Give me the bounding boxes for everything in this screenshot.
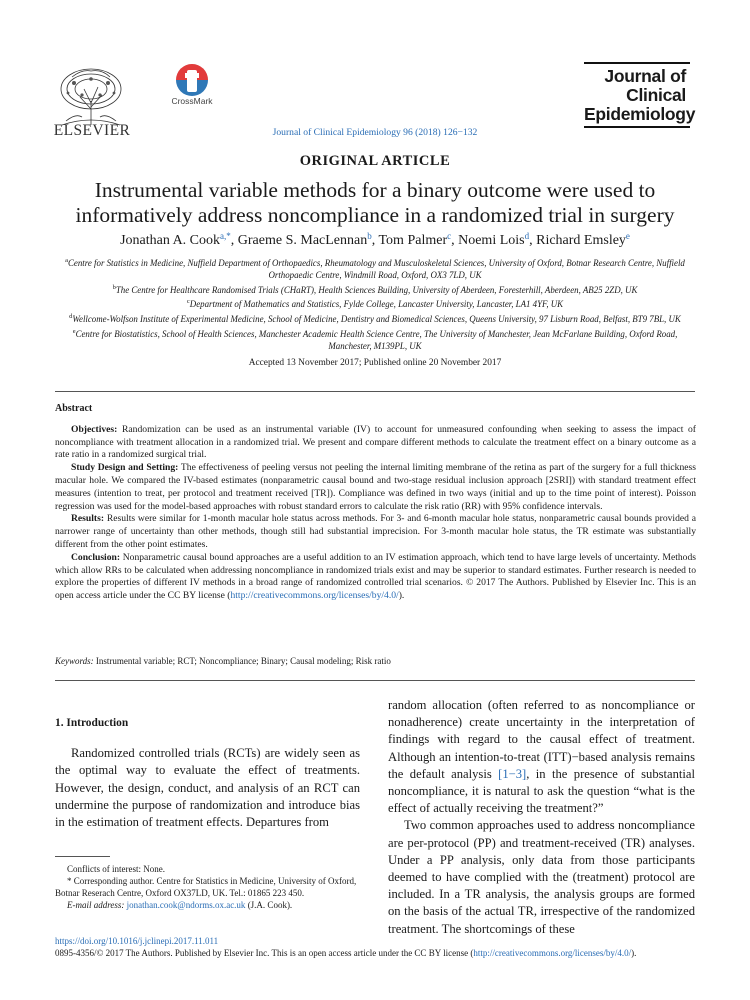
footer-license-link[interactable]: http://creativecommons.org/licenses/by/4.0/	[473, 948, 632, 958]
journal-title-line: Epidemiology	[584, 104, 696, 124]
affiliation: $^e$Centre for Biostatistics, School of Health Sciences, Manchester Academic Health Science Centre, The University of Manchester, Jean McFarlane Building, Oxford Road, Manchester, M139PL, UK	[72, 327, 678, 351]
body-left-column	[55, 715, 360, 831]
page-footer	[55, 935, 696, 959]
article-title-line: Instrumental variable methods for a binary outcome were used to	[94, 178, 656, 202]
publisher-name: ELSEVIER	[53, 122, 131, 139]
author-affiliation-link[interactable]: d	[524, 231, 530, 241]
email-link[interactable]: jonathan.cook@ndorms.ox.ac.uk	[126, 900, 246, 910]
body-paragraph: random allocation (often referred to as noncompliance or nonadherence) create uncertainty in the interpretation of findings with regard to the causal effect of treatment. Although an intention-to-treat (ITT)−based analysis remains the default analysis [1−3], in the presence of substantial noncompliance, it is natural to ask the question “what is the effect of actually receiving the treatment?”	[388, 698, 695, 816]
divider	[55, 680, 695, 681]
reference-link[interactable]: [1−3]	[498, 766, 527, 781]
journal-title-line: Clinical	[626, 85, 686, 105]
journal-title-line: Journal of	[604, 66, 686, 86]
abstract-heading: Abstract	[55, 403, 93, 414]
accepted-date: Accepted 13 November 2017; Published online 20 November 2017	[248, 358, 502, 368]
footer-copyright: 0895-4356/© 2017 The Authors. Published by Elsevier Inc. This is an open access article under the CC BY license (http://creativecommons.org/licenses/by/4.0/).	[55, 948, 637, 958]
crossmark-label: CrossMark	[171, 96, 213, 106]
affiliations	[55, 255, 695, 352]
author-name: Jonathan A. Cook	[120, 233, 221, 248]
affiliation: $^a$Centre for Statistics in Medicine, Nuffield Department of Orthopaedics, Rheumatology and Musculoskeletal Sciences, University of Oxford, Botnar Research Centre, Nuffield Orthopaedic Centre, Windmill Road, Oxford, OX3 7LD, UK	[65, 257, 685, 280]
author-name: Tom Palmer	[378, 233, 448, 248]
journal-title	[584, 62, 696, 128]
article-title-line: informatively address noncompliance in a randomized trial in surgery	[75, 203, 675, 227]
author-affiliation-link[interactable]: a,*	[220, 231, 231, 241]
abstract-results: Results: Results were similar for 1-month macular hole status across methods. For 3- and 6-month macular hole status, nonparametric causal bounds provided a narrower range of uncertainty than other methods, though still had substantial imprecision. For 3-month macular hole status, the TR estimate was substantially different from the other point estimates.	[55, 513, 696, 550]
divider	[55, 391, 695, 392]
footnotes	[55, 863, 360, 911]
article-title	[30, 178, 720, 228]
author-name: Noemi Lois	[458, 233, 525, 248]
license-link[interactable]: http://creativecommons.org/licenses/by/4.0/	[230, 590, 399, 602]
footnote-conflicts: Conflicts of interest: None.	[67, 864, 165, 874]
footnote-divider	[55, 856, 110, 857]
section-heading: 1. Introduction	[55, 717, 129, 729]
author-name: Richard Emsley	[536, 233, 626, 248]
footnote-corresponding: * Corresponding author. Centre for Statistics in Medicine, University of Oxford, Botnar Reserach Centre, Oxford OX37LD, UK. Tel.: 01865 223 450.	[55, 876, 357, 898]
author-affiliation-link[interactable]: e	[625, 231, 630, 241]
body-paragraph: Randomized controlled trials (RCTs) are widely seen as the optimal way to evaluate the effect of treatments. However, the design, conduct, and analysis of an RCT can undermine the purpose of randomization and introduce bias in the estimation of treatment effects. Departures from	[55, 746, 360, 830]
body-paragraph: Two common approaches used to address noncompliance are per-protocol (PP) and treatment-received (TR) analyses. Under a PP analysis, only data from those participants deemed to have complied with the (treatment) protocol are included. In a TR analysis, the analysis groups are formed on the basis of the actual TR, irrespective of the randomized treatment. The shortcomings of these	[388, 818, 695, 936]
article-type: ORIGINAL ARTICLE	[299, 153, 451, 169]
affiliation: $^b$The Centre for Healthcare Randomised Trials (CHaRT), Health Sciences Building, University of Aberdeen, Foresterhill, Aberdeen, AB25 2ZD, UK	[112, 283, 638, 295]
body-right-column	[388, 698, 695, 938]
abstract-objectives: Objectives: Randomization can be used as an instrumental variable (IV) to account for unmeasured confounding when seeking to assess the impact of noncompliance with treatment allocation in a randomized trial. We present and compare different methods to calculate the treatment effect on a binary outcome as a rate ratio in a randomized surgical trial.	[55, 423, 696, 461]
keywords: Keywords: Instrumental variable; RCT; Noncompliance; Binary; Causal modeling; Risk ratio	[55, 656, 391, 666]
doi-link[interactable]: https://doi.org/10.1016/j.jclinepi.2017.11.011	[55, 936, 219, 946]
abstract	[55, 403, 696, 603]
affiliation: $^c$Department of Mathematics and Statistics, Fylde College, Lancaster University, Lancaster, LA1 4YF, UK	[186, 298, 564, 310]
affiliation: $^d$Wellcome-Wolfson Institute of Experimental Medicine, School of Medicine, Dentistry and Biomedical Sciences, Queens University, 97 Lisburn Road, Belfast, BT9 7BL, UK	[69, 313, 681, 325]
author-list: Jonathan A. Cook$^{a,*}$, Graeme S. MacLennan$^b$, Tom Palmer$^c$, Noemi Lois$^d$, Richard Emsley$^e$	[120, 231, 630, 248]
abstract-design: Study Design and Setting: The effectiveness of peeling versus not peeling the internal limiting membrane of the retina as part of the surgery for a full thickness macular hole. We compared the IV-based estimates (nonparametric causal bound and two-stage residual inclusion approach [2SRI]) with standard treatment effect measures (intention to treat, per protocol and treatment received [TR]). Compliance was defined in two ways (initial and up to the time point of interest). Poisson regression was used for the model-based approaches with robust standard errors to calculate the risk ratio (RR) with 95% confidence intervals.	[55, 462, 696, 512]
author-name: Graeme S. MacLennan	[237, 233, 368, 248]
abstract-conclusion: Conclusion: Nonparametric causal bound approaches are a useful addition to an IV estimation approach, which tend to have large levels of uncertainty. Methods which allow RRs to be calculated when addressing noncompliance in randomized trials exist and may be superior to standard estimates. Further research is needed to explore the properties of different IV methods in a broad range of randomized controlled trial scenarios. © 2017 The Authors. Published by Elsevier Inc. This is an open access article under the CC BY license (http://creativecommons.org/licenses/by/4.0/).	[55, 551, 696, 602]
author-affiliation-link[interactable]: b	[367, 231, 372, 241]
footnote-email: E-mail address: jonathan.cook@ndorms.ox.ac.uk (J.A. Cook).	[67, 900, 293, 910]
journal-citation-link[interactable]: Journal of Clinical Epidemiology 96 (2018) 126−132	[272, 127, 478, 138]
author-affiliation-link[interactable]: c	[447, 231, 452, 241]
